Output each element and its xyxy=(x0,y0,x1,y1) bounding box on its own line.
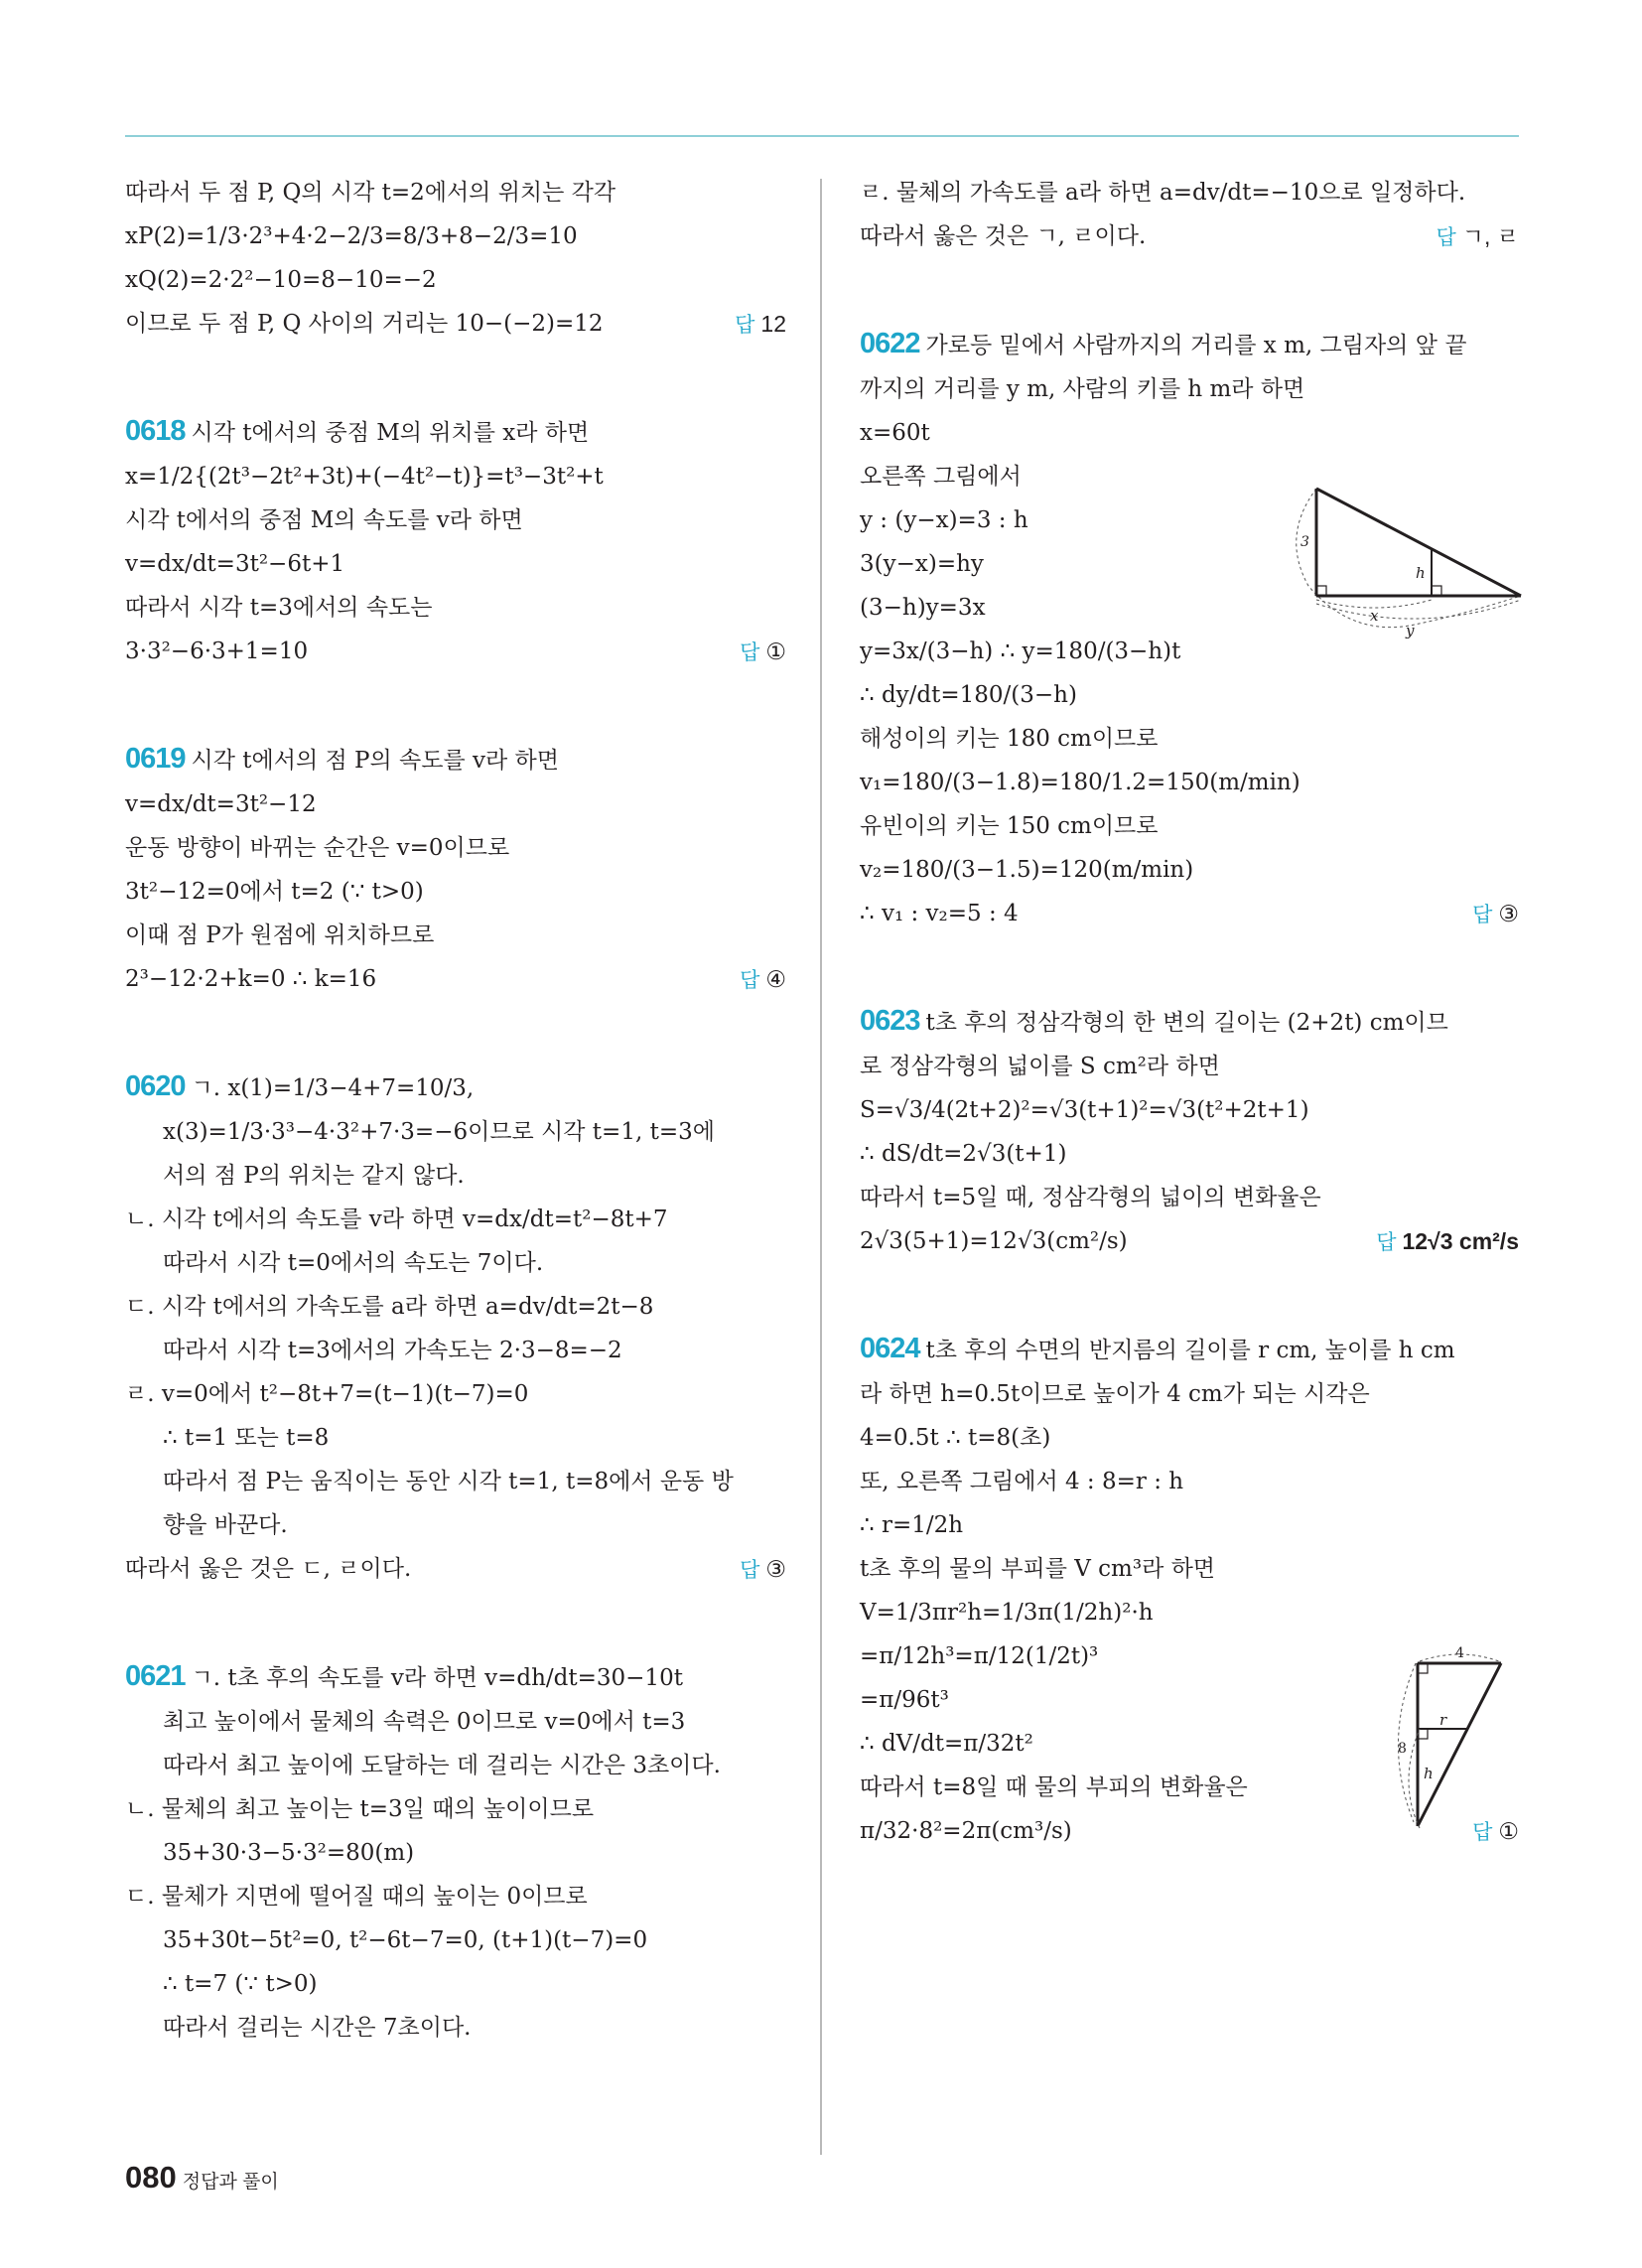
answer-value: 12 xyxy=(760,311,786,337)
answer-value: ① xyxy=(765,638,786,664)
solution-line xyxy=(125,1416,786,1460)
section-gap xyxy=(125,346,786,409)
solution-text: 따라서 t=5일 때, 정삼각형의 넓이의 변화율은 xyxy=(860,1185,1321,1210)
solution-text: 따라서 점 P는 움직이는 동안 시각 t=1, t=8에서 운동 방 xyxy=(163,1469,734,1494)
solution-text: 4=0.5t ∴ t=8(초) xyxy=(860,1425,1051,1451)
solution-line xyxy=(125,1875,786,1918)
solution-text: t초 후의 정삼각형의 한 변의 길이는 (2+2t) cm이므 xyxy=(925,1010,1448,1036)
problem-heading xyxy=(125,1654,786,1700)
solution-line xyxy=(125,1700,786,1744)
solution-line xyxy=(125,782,786,826)
problem-heading xyxy=(860,322,1519,367)
solution-text: 가로등 밑에서 사람까지의 거리를 x m, 그림자의 앞 끝 xyxy=(925,333,1467,358)
solution-line xyxy=(860,848,1519,892)
solution-line xyxy=(125,914,786,957)
solution-text: 따라서 시각 t=3에서의 가속도는 2·3−8=−2 xyxy=(163,1338,622,1363)
solution-text: 로 정삼각형의 넓이를 S cm²라 하면 xyxy=(860,1054,1220,1079)
solution-text: ㄱ. x(1)=1/3−4+7=10/3, xyxy=(191,1075,475,1101)
solution-text: x=1/2{(2t³−2t²+3t)+(−4t²−t)}=t³−3t²+t xyxy=(125,464,604,490)
solution-line xyxy=(125,1918,786,1962)
answer-value: ③ xyxy=(1498,901,1519,926)
problem-heading xyxy=(125,409,786,455)
problem-number: 0623 xyxy=(860,1005,920,1037)
cone-figure xyxy=(1390,1643,1529,1842)
solution-text: v₁=180/(3−1.8)=180/1.2=150(m/min) xyxy=(860,770,1300,795)
answer-prefix: 답 xyxy=(1472,904,1493,926)
footer-label: 정답과 풀이 xyxy=(182,2172,279,2193)
solution-line xyxy=(125,1285,786,1329)
solution-text: ∴ dV/dt=π/32t² xyxy=(860,1731,1033,1757)
solution-text: ∴ t=7 (∵ t>0) xyxy=(163,1971,318,1997)
lamp-label-3: 3 xyxy=(1300,534,1309,550)
answer-value: 12√3 cm²/s xyxy=(1402,1228,1519,1254)
problem-number: 0619 xyxy=(125,743,186,775)
solution-text: 3t²−12=0에서 t=2 (∵ t>0) xyxy=(125,879,424,905)
page-number: 080 xyxy=(125,2160,177,2195)
solution-text: V=1/3πr²h=1/3π(1/2h)²·h xyxy=(860,1600,1154,1626)
solution-text: 향을 바꾼다. xyxy=(163,1512,288,1538)
cone-label-h: h xyxy=(1424,1765,1434,1782)
problem-heading xyxy=(860,1327,1519,1372)
solution-text: v=dx/dt=3t²−6t+1 xyxy=(125,551,345,577)
solution-text: 시각 t에서의 중점 M의 속도를 v라 하면 xyxy=(125,507,523,533)
solution-text: 이때 점 P가 원점에 위치하므로 xyxy=(125,922,435,948)
solution-line xyxy=(860,1591,1519,1634)
problem-heading xyxy=(125,1064,786,1110)
solution-line xyxy=(860,1547,1519,1591)
page-footer xyxy=(125,2160,279,2196)
solution-text: 까지의 거리를 y m, 사람의 키를 h m라 하면 xyxy=(860,376,1305,402)
solution-line xyxy=(860,673,1519,717)
answer-badge xyxy=(1436,214,1519,260)
solution-line xyxy=(860,1176,1519,1219)
lamp-shadow-figure xyxy=(1291,477,1529,645)
solution-text: 운동 방향이 바뀌는 순간은 v=0이므로 xyxy=(125,835,510,861)
solution-text: 시각 t에서의 중점 M의 위치를 x라 하면 xyxy=(191,420,590,446)
solution-text: (3−h)y=3x xyxy=(860,595,986,621)
solution-line xyxy=(860,1416,1519,1460)
cone-label-8: 8 xyxy=(1398,1741,1407,1757)
solution-line xyxy=(860,367,1519,411)
section-gap xyxy=(860,258,1519,322)
solution-line xyxy=(125,870,786,914)
answer-prefix: 답 xyxy=(1472,1821,1493,1844)
left-column xyxy=(125,171,786,2050)
solution-line xyxy=(860,1132,1519,1176)
answer-badge xyxy=(740,630,786,675)
section-gap xyxy=(125,1591,786,1654)
column-divider xyxy=(820,179,822,2155)
section-gap xyxy=(860,1263,1519,1327)
solution-text: 따라서 두 점 P, Q의 시각 t=2에서의 위치는 각각 xyxy=(125,180,616,206)
solution-text: y : (y−x)=3 : h xyxy=(860,507,1028,533)
solution-text: 35+30t−5t²=0, t²−6t−7=0, (t+1)(t−7)=0 xyxy=(163,1927,648,1953)
answer-badge xyxy=(1472,892,1519,937)
solution-line xyxy=(125,455,786,498)
answer-prefix: 답 xyxy=(740,1559,760,1582)
solution-line xyxy=(125,1503,786,1547)
solution-text: ㄱ. t초 후의 속도를 v라 하면 v=dh/dt=30−10t xyxy=(191,1665,683,1691)
solution-text: 오른쪽 그림에서 xyxy=(860,464,1022,490)
problem-number: 0622 xyxy=(860,328,920,359)
solution-line xyxy=(860,1460,1519,1503)
lamp-label-y: y xyxy=(1406,622,1415,639)
solution-line xyxy=(125,171,786,214)
solution-line xyxy=(125,1744,786,1787)
solution-line xyxy=(860,804,1519,848)
solution-line xyxy=(125,630,786,673)
solution-text: 해성이의 키는 180 cm이므로 xyxy=(860,726,1159,752)
answer-value: ③ xyxy=(765,1556,786,1582)
solution-text: v=dx/dt=3t²−12 xyxy=(125,791,317,817)
solution-line xyxy=(125,1154,786,1198)
solution-text: 2³−12·2+k=0 ∴ k=16 xyxy=(125,966,377,992)
solution-line xyxy=(860,1045,1519,1088)
answer-value: ④ xyxy=(765,966,786,992)
cone-label-r: r xyxy=(1439,1711,1447,1729)
answer-value: ㄱ, ㄹ xyxy=(1461,223,1519,249)
solution-line xyxy=(125,498,786,542)
solution-text: =π/96t³ xyxy=(860,1687,949,1713)
solution-line xyxy=(125,826,786,870)
solution-text: 따라서 옳은 것은 ㄷ, ㄹ이다. xyxy=(125,1556,412,1582)
lamp-label-x: x xyxy=(1370,607,1379,625)
solution-line xyxy=(860,214,1519,258)
solution-text: v₂=180/(3−1.5)=120(m/min) xyxy=(860,857,1194,883)
solution-line xyxy=(860,892,1519,935)
solution-line xyxy=(125,214,786,258)
solution-line xyxy=(860,171,1519,214)
solution-text: 또, 오른쪽 그림에서 4 : 8=r : h xyxy=(860,1469,1184,1494)
solution-text: S=√3/4(2t+2)²=√3(t+1)²=√3(t²+2t+1) xyxy=(860,1097,1309,1123)
solution-text: 따라서 최고 높이에 도달하는 데 걸리는 시간은 3초이다. xyxy=(163,1753,721,1778)
solution-text: 최고 높이에서 물체의 속력은 0이므로 v=0에서 t=3 xyxy=(163,1709,686,1735)
solution-text: ∴ t=1 또는 t=8 xyxy=(163,1425,330,1451)
answer-value: ① xyxy=(1498,1818,1519,1844)
solution-text: π/32·8²=2π(cm³/s) xyxy=(860,1818,1072,1844)
solution-text: ㄹ. 물체의 가속도를 a라 하면 a=dv/dt=−10으로 일정하다. xyxy=(860,180,1466,206)
answer-badge xyxy=(1376,1219,1519,1265)
problem-heading xyxy=(860,999,1519,1045)
solution-text: 따라서 시각 t=0에서의 속도는 7이다. xyxy=(163,1250,544,1276)
solution-line xyxy=(860,1372,1519,1416)
solution-text: 시각 t에서의 점 P의 속도를 v라 하면 xyxy=(191,748,559,774)
solution-text: 따라서 시각 t=3에서의 속도는 xyxy=(125,595,433,621)
solution-text: 따라서 옳은 것은 ㄱ, ㄹ이다. xyxy=(860,223,1147,249)
solution-line xyxy=(125,1198,786,1241)
solution-text: 서의 점 P의 위치는 같지 않다. xyxy=(163,1163,465,1189)
cone-label-4: 4 xyxy=(1455,1645,1464,1661)
solution-line xyxy=(125,1110,786,1154)
right-column xyxy=(860,171,1519,1853)
solution-text: y=3x/(3−h) ∴ y=180/(3−h)t xyxy=(860,638,1181,664)
solution-text: t초 후의 수면의 반지름의 길이를 r cm, 높이를 h cm xyxy=(925,1338,1455,1363)
solution-line xyxy=(860,1219,1519,1263)
solution-line xyxy=(860,411,1519,455)
answer-prefix: 답 xyxy=(740,969,760,992)
answer-badge xyxy=(735,302,786,348)
solution-text: ㄷ. 물체가 지면에 떨어질 때의 높이는 0이므로 xyxy=(125,1884,588,1910)
solution-text: x(3)=1/3·3³−4·3²+7·3=−6이므로 시각 t=1, t=3에 xyxy=(163,1119,715,1145)
solution-line xyxy=(860,1503,1519,1547)
solution-text: ∴ dS/dt=2√3(t+1) xyxy=(860,1141,1067,1167)
lamp-label-h: h xyxy=(1416,564,1426,582)
solution-text: 이므로 두 점 P, Q 사이의 거리는 10−(−2)=12 xyxy=(125,311,604,337)
solution-text: 유빈이의 키는 150 cm이므로 xyxy=(860,813,1159,839)
answer-badge xyxy=(740,957,786,1003)
solution-line xyxy=(125,258,786,302)
solution-text: 따라서 t=8일 때 물의 부피의 변화율은 xyxy=(860,1774,1248,1800)
solution-text: x=60t xyxy=(860,420,930,446)
solution-line xyxy=(125,1962,786,2006)
answer-badge xyxy=(740,1547,786,1593)
problem-number: 0620 xyxy=(125,1070,186,1102)
problem-heading xyxy=(125,737,786,782)
solution-text: 따라서 걸리는 시간은 7초이다. xyxy=(163,2015,472,2041)
solution-text: ∴ r=1/2h xyxy=(860,1512,964,1538)
section-gap xyxy=(125,1001,786,1064)
solution-text: xQ(2)=2·2²−10=8−10=−2 xyxy=(125,267,437,293)
section-gap xyxy=(125,673,786,737)
answer-prefix: 답 xyxy=(1376,1231,1397,1254)
solution-line xyxy=(125,1831,786,1875)
solution-line xyxy=(125,957,786,1001)
solution-text: ㄴ. 물체의 최고 높이는 t=3일 때의 높이이므로 xyxy=(125,1796,595,1822)
solution-line xyxy=(125,1372,786,1416)
solution-line xyxy=(860,1088,1519,1132)
solution-line xyxy=(125,1787,786,1831)
header-rule xyxy=(125,135,1519,137)
solution-line xyxy=(125,586,786,630)
solution-text: 라 하면 h=0.5t이므로 높이가 4 cm가 되는 시각은 xyxy=(860,1381,1370,1407)
solution-text: ㄹ. v=0에서 t²−8t+7=(t−1)(t−7)=0 xyxy=(125,1381,529,1407)
solution-text: 3·3²−6·3+1=10 xyxy=(125,638,309,664)
solution-line xyxy=(125,1460,786,1503)
problem-number: 0624 xyxy=(860,1333,920,1364)
solution-text: ∴ dy/dt=180/(3−h) xyxy=(860,682,1077,708)
solution-line xyxy=(125,2006,786,2050)
solution-text: 2√3(5+1)=12√3(cm²/s) xyxy=(860,1228,1128,1254)
solution-text: t초 후의 물의 부피를 V cm³라 하면 xyxy=(860,1556,1216,1582)
answer-prefix: 답 xyxy=(740,641,760,664)
solution-text: xP(2)=1/3·2³+4·2−2/3=8/3+8−2/3=10 xyxy=(125,223,578,249)
solution-line xyxy=(125,1241,786,1285)
answer-prefix: 답 xyxy=(1436,226,1456,249)
solution-line xyxy=(860,717,1519,761)
solution-text: ㄷ. 시각 t에서의 가속도를 a라 하면 a=dv/dt=2t−8 xyxy=(125,1294,654,1320)
solution-line xyxy=(125,1329,786,1372)
problem-number: 0621 xyxy=(125,1660,186,1692)
section-gap xyxy=(860,935,1519,999)
solution-text: ㄴ. 시각 t에서의 속도를 v라 하면 v=dx/dt=t²−8t+7 xyxy=(125,1206,668,1232)
solution-line xyxy=(125,1547,786,1591)
solution-line xyxy=(125,302,786,346)
solution-text: 3(y−x)=hy xyxy=(860,551,984,577)
solution-line xyxy=(860,761,1519,804)
solution-text: ∴ v₁ : v₂=5 : 4 xyxy=(860,901,1019,926)
problem-number: 0618 xyxy=(125,415,186,447)
solution-text: 35+30·3−5·3²=80(m) xyxy=(163,1840,415,1866)
answer-prefix: 답 xyxy=(735,314,755,337)
solution-text: =π/12h³=π/12(1/2t)³ xyxy=(860,1643,1099,1669)
solution-line xyxy=(125,542,786,586)
